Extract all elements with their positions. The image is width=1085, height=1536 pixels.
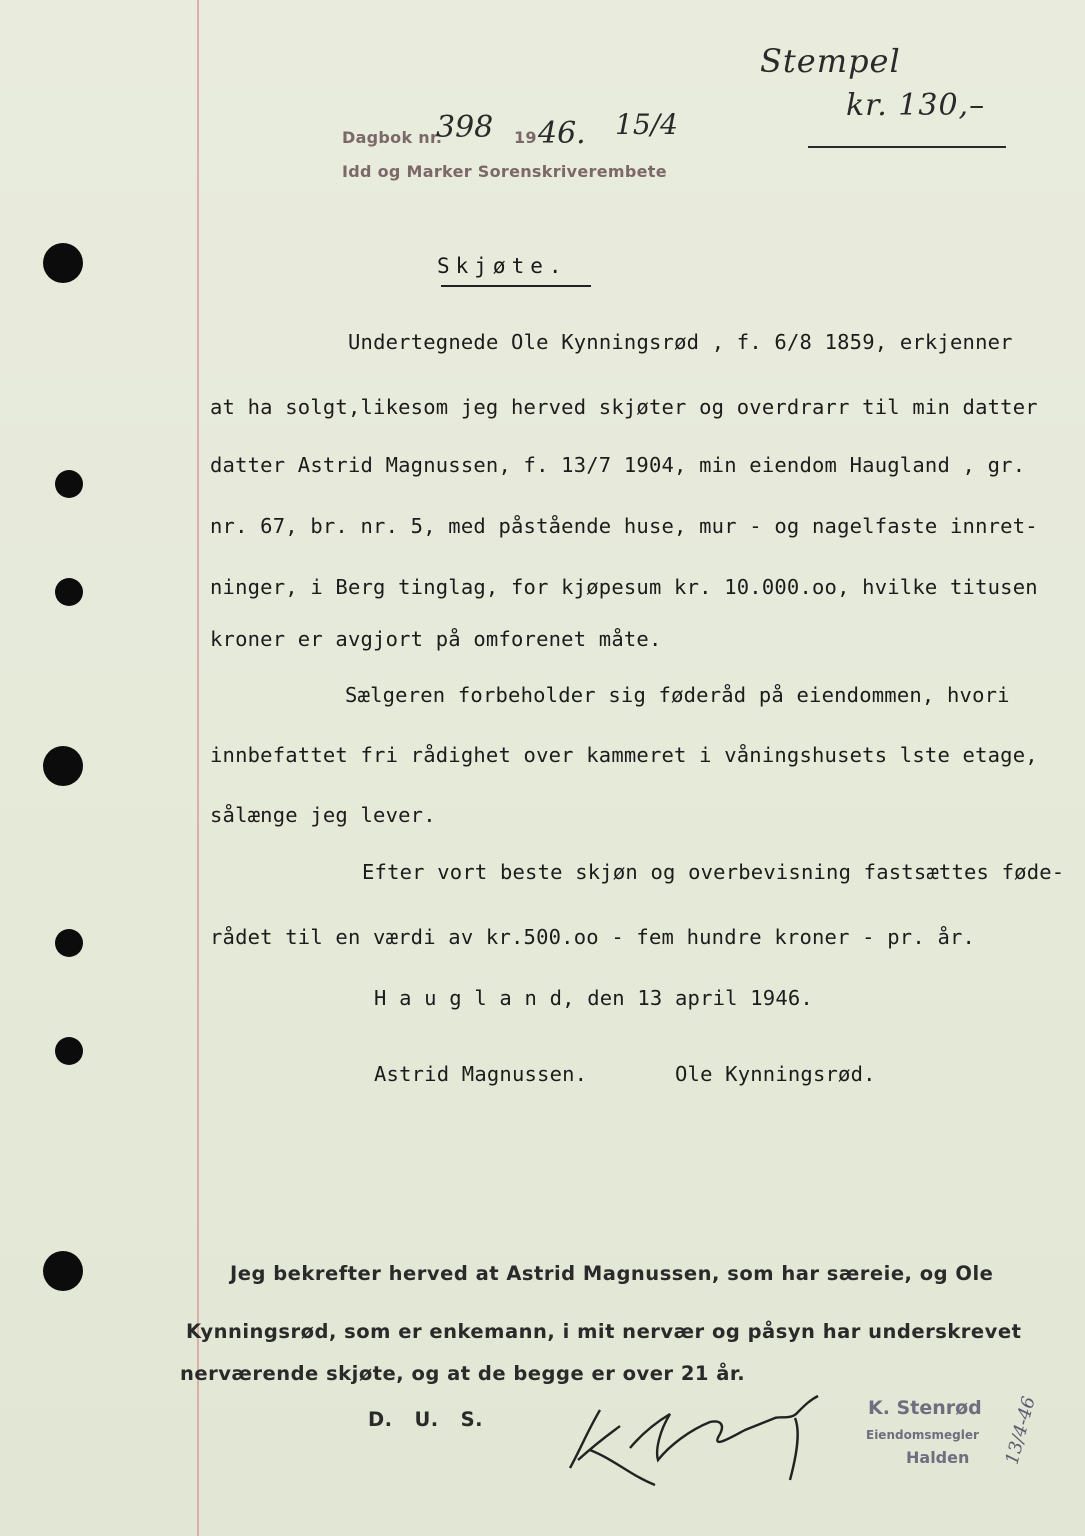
body-line: Undertegnede Ole Kynningsrød , f. 6/8 1859, erkjenner xyxy=(348,330,1013,354)
binder-hole xyxy=(55,929,83,957)
certification-line: Jeg bekrefter herved at Astrid Magnussen, som har særeie, og Ole xyxy=(230,1262,994,1285)
binder-hole xyxy=(43,746,83,786)
binder-hole xyxy=(55,1037,83,1065)
broker-name: K. Stenrød xyxy=(868,1397,982,1419)
broker-date: 13/4-46 xyxy=(1001,1394,1040,1467)
year-prefix: 19 xyxy=(514,128,537,147)
year-suffix: 46. xyxy=(538,116,586,151)
body-line: ninger, i Berg tinglag, for kjøpesum kr. 10.000.oo, hvilke titusen xyxy=(210,575,1038,599)
office-name: Idd og Marker Sorenskriverembete xyxy=(342,162,667,181)
broker-city: Halden xyxy=(906,1448,970,1467)
fee-amount: kr. 130,– xyxy=(846,88,986,123)
body-line: innbefattet fri rådighet over kammeret i våningshusets lste etage, xyxy=(210,743,1038,767)
handwritten-signature xyxy=(560,1390,850,1500)
body-line: sålænge jeg lever. xyxy=(210,803,436,827)
broker-title: Eiendomsmegler xyxy=(866,1428,979,1442)
signatories-line: Astrid Magnussen. Ole Kynningsrød. xyxy=(374,1062,876,1086)
body-line: datter Astrid Magnussen, f. 13/7 1904, min eiendom Haugland , gr. xyxy=(210,453,1026,477)
margin-rule xyxy=(197,0,199,1536)
certification-line: Kynningsrød, som er enkemann, i mit nervær og påsyn har underskrevet xyxy=(186,1320,1022,1343)
certification-line: nerværende skjøte, og at de begge er over 21 år. xyxy=(180,1362,746,1385)
body-line: Efter vort beste skjøn og overbevisning fastsættes føde- xyxy=(362,860,1065,884)
place-date-line: H a u g l a n d, den 13 april 1946. xyxy=(374,986,813,1010)
binder-hole xyxy=(43,1251,83,1291)
document-title: Skjøte. xyxy=(437,254,568,278)
binder-hole xyxy=(55,470,83,498)
body-line: Sælgeren forbeholder sig føderåd på eiendommen, hvori xyxy=(345,683,1010,707)
binder-hole xyxy=(43,243,83,283)
fee-label: Stempel xyxy=(760,42,901,80)
dus-line: D. U. S. xyxy=(368,1408,484,1431)
body-line: rådet til en værdi av kr.500.oo - fem hundre kroner - pr. år. xyxy=(210,925,976,949)
dagbok-label: Dagbok nr. xyxy=(342,128,443,147)
title-underline xyxy=(441,285,591,287)
registration-date: 15/4 xyxy=(615,108,678,141)
body-line: kroner er avgjort på omforenet måte. xyxy=(210,627,662,651)
dagbok-number: 398 xyxy=(436,110,494,145)
body-line: at ha solgt,likesom jeg herved skjøter og overdrarr til min datter xyxy=(210,395,1038,419)
fee-underline xyxy=(808,146,1006,148)
binder-hole xyxy=(55,578,83,606)
body-line: nr. 67, br. nr. 5, med påstående huse, mur - og nagelfaste innret- xyxy=(210,514,1038,538)
